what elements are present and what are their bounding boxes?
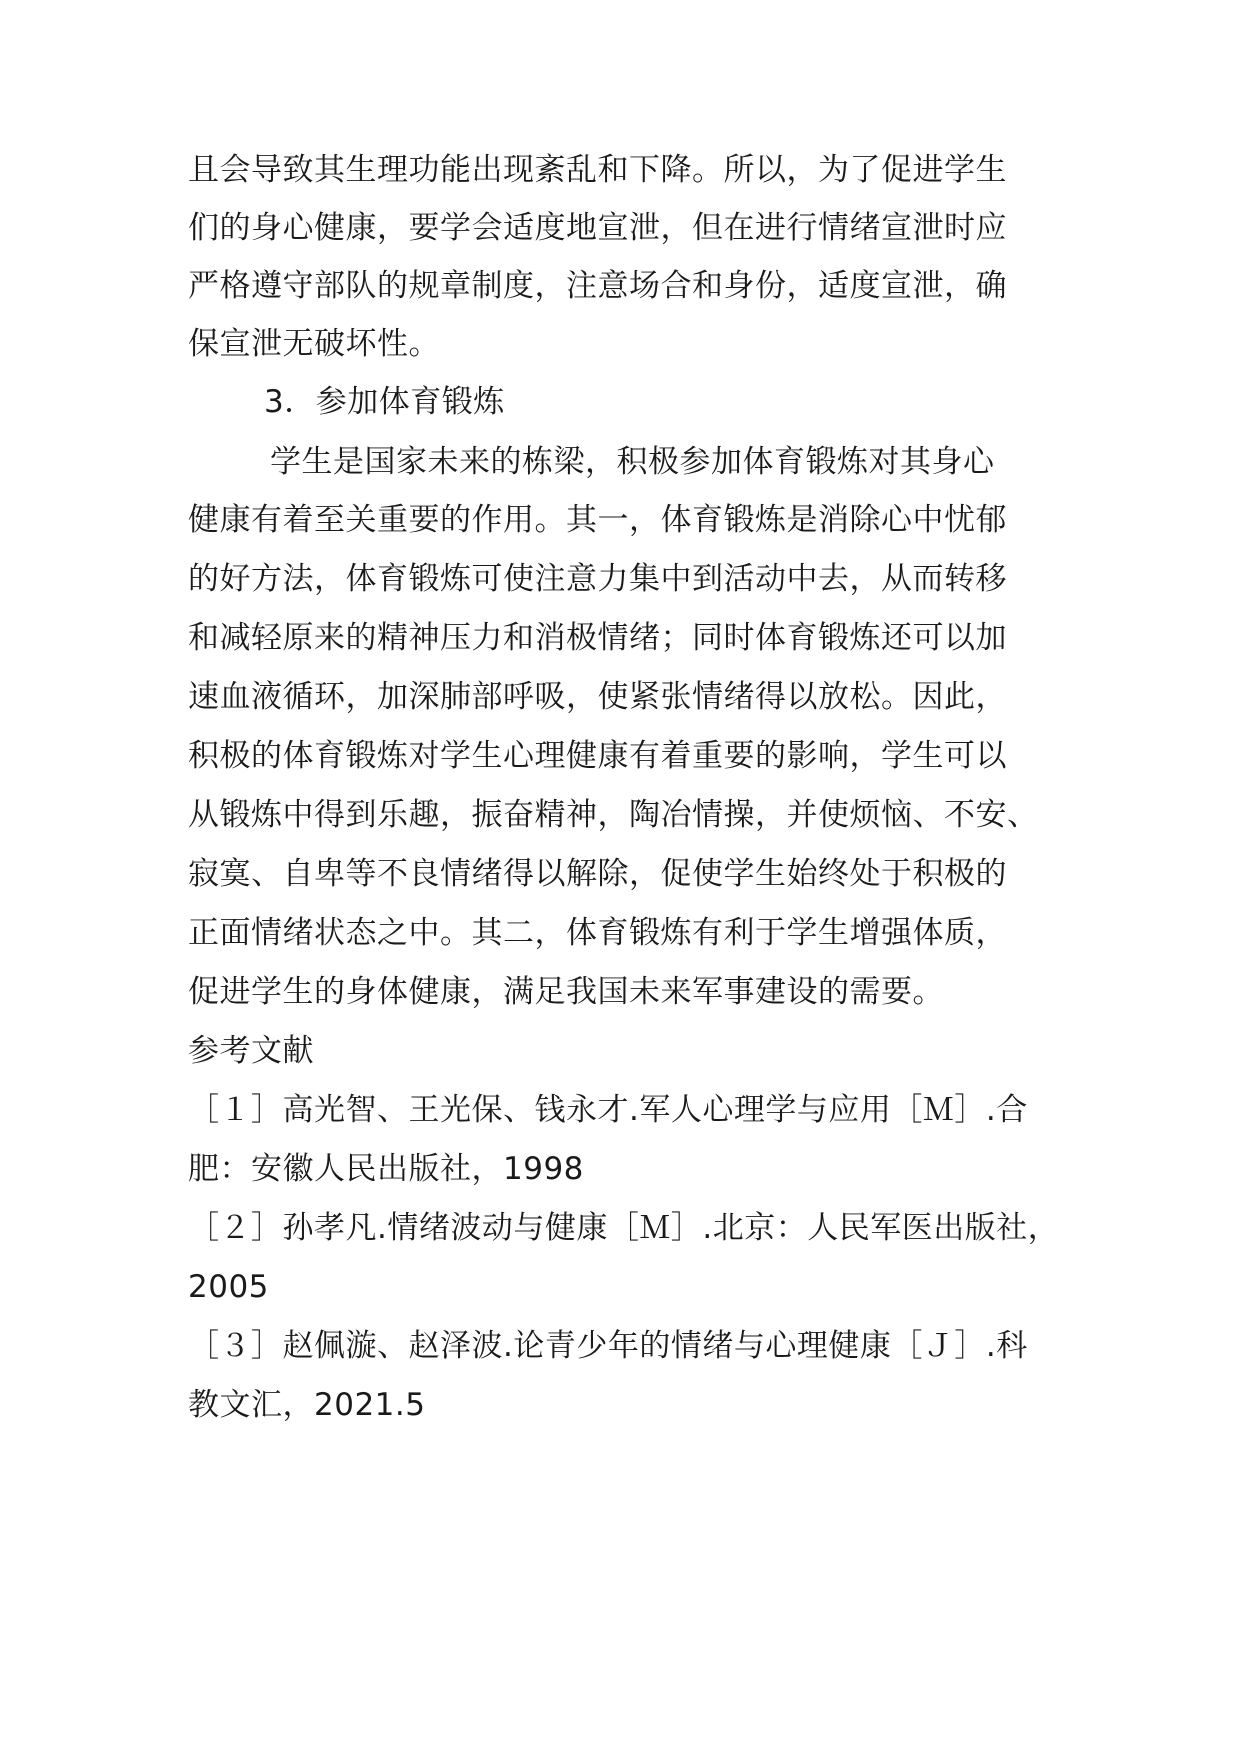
paragraph-line: 正面情绪状态之中。其二，体育锻炼有利于学生增强体质， (188, 915, 1007, 951)
reference-line: 肥：安徽人民出版社，1998 (188, 1151, 584, 1187)
paragraph-line: 严格遵守部队的规章制度，注意场合和身份，适度宣泄，确 (188, 268, 1007, 304)
paragraph-line: 和减轻原来的精神压力和消极情绪；同时体育锻炼还可以加 (188, 620, 1007, 656)
references-heading: 参考文献 (188, 1033, 314, 1069)
reference-line: ［３］赵佩漩、赵泽波.论青少年的情绪与心理健康［Ｊ］.科 (188, 1328, 1028, 1364)
paragraph-line: 寂寞、自卑等不良情绪得以解除，促使学生始终处于积极的 (188, 856, 1007, 892)
paragraph-line: 从锻炼中得到乐趣，振奋精神，陶冶情操，并使烦恼、不安、 (188, 797, 1039, 833)
paragraph-line: 促进学生的身体健康，满足我国未来军事建设的需要。 (188, 974, 944, 1010)
paragraph-line: 学生是国家未来的栋梁，积极参加体育锻炼对其身心 (270, 444, 995, 480)
paragraph-line: 健康有着至关重要的作用。其一，体育锻炼是消除心中忧郁 (188, 502, 1007, 538)
reference-line: 教文汇，2021.5 (188, 1387, 426, 1423)
reference-line: ［１］高光智、王光保、钱永才.军人心理学与应用［Ｍ］.合 (188, 1092, 1028, 1128)
paragraph-line: 速血液循环，加深肺部呼吸，使紧张情绪得以放松。因此， (188, 679, 1007, 715)
paragraph-line: 们的身心健康，要学会适度地宣泄，但在进行情绪宣泄时应 (188, 210, 1007, 246)
section-heading: 3．参加体育锻炼 (264, 384, 505, 420)
reference-line: ［２］孙孝凡.情绪波动与健康［Ｍ］.北京：人民军医出版社， (188, 1210, 1060, 1246)
paragraph-line: 积极的体育锻炼对学生心理健康有着重要的影响，学生可以 (188, 738, 1007, 774)
reference-line: 2005 (188, 1269, 269, 1305)
paragraph-line: 保宣泄无破坏性。 (188, 326, 440, 362)
paragraph-line: 且会导致其生理功能出现紊乱和下降。所以，为了促进学生 (188, 152, 1007, 188)
paragraph-line: 的好方法，体育锻炼可使注意力集中到活动中去，从而转移 (188, 561, 1007, 597)
